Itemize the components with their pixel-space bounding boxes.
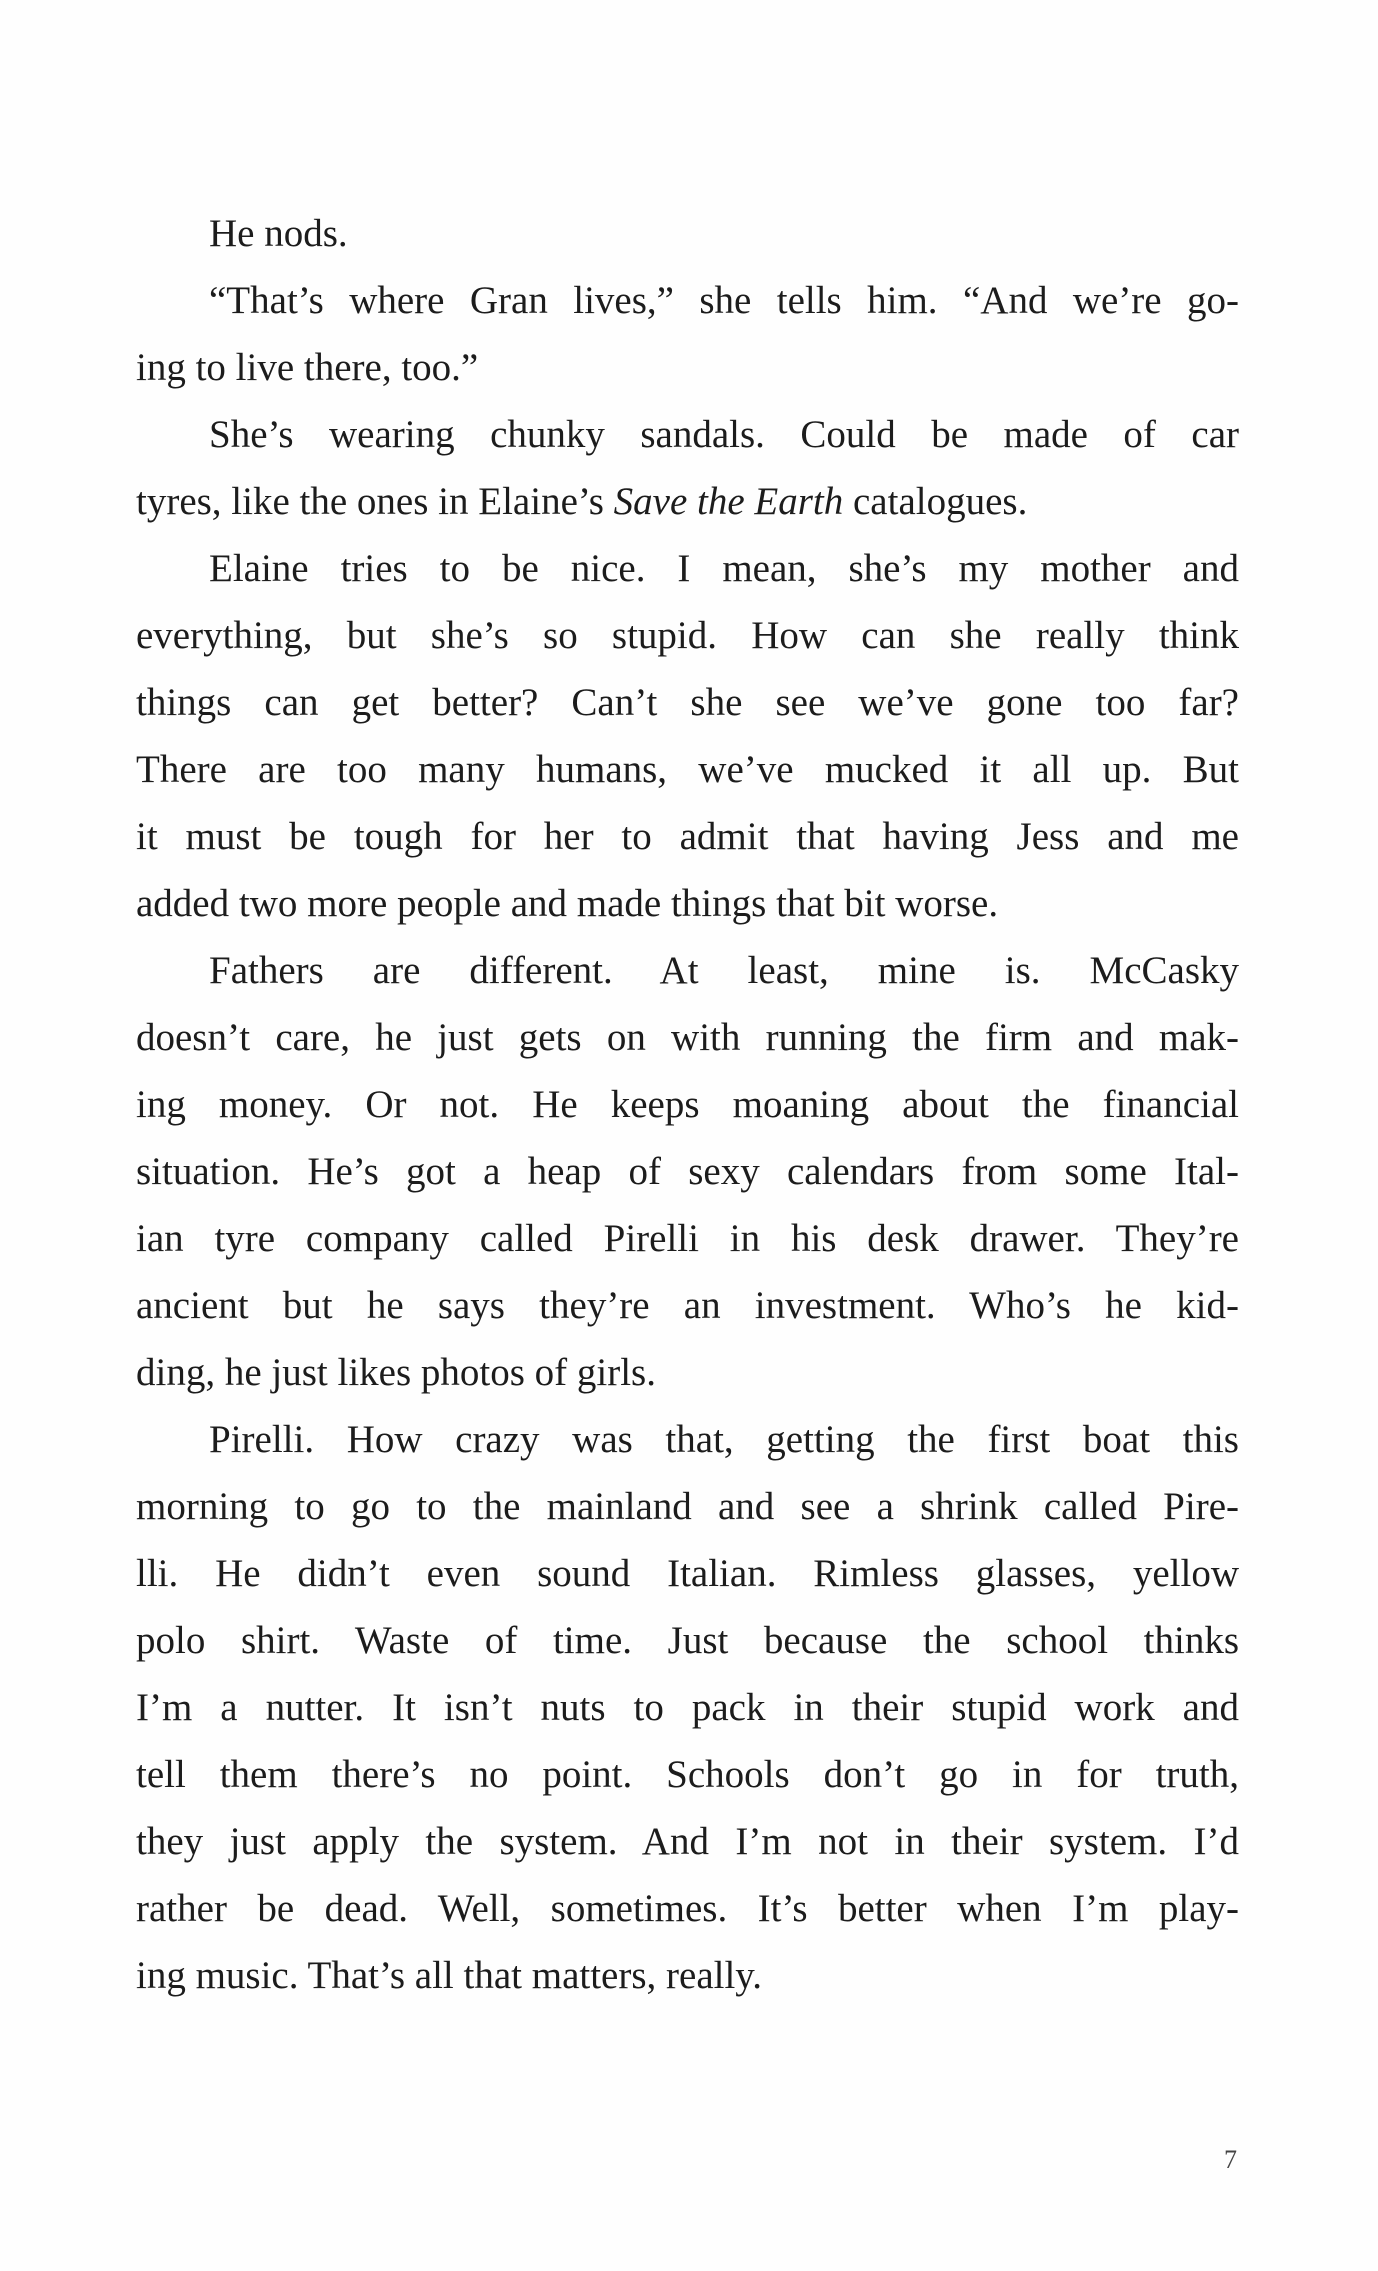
text-line bbox=[136, 334, 1239, 401]
text-line bbox=[136, 1741, 1239, 1808]
text-line bbox=[136, 1004, 1239, 1071]
text-segment: rather be dead. Well, sometimes. It’s better when I’m play- bbox=[136, 1887, 1239, 1930]
text-segment: catalogues. bbox=[843, 480, 1028, 523]
text-line bbox=[136, 535, 1239, 602]
text-line bbox=[136, 1540, 1239, 1607]
text-segment: ing music. That’s all that matters, really. bbox=[136, 1954, 763, 1997]
text-line bbox=[136, 669, 1239, 736]
text-segment: “That’s where Gran lives,” she tells him. “And we’re go- bbox=[209, 279, 1239, 322]
text-line bbox=[136, 1272, 1239, 1339]
text-segment: lli. He didn’t even sound Italian. Rimless glasses, yellow bbox=[136, 1552, 1239, 1595]
text-segment: There are too many humans, we’ve mucked it all up. But bbox=[136, 748, 1239, 791]
text-segment: situation. He’s got a heap of sexy calendars from some Ital- bbox=[136, 1150, 1239, 1193]
text-line bbox=[136, 1674, 1239, 1741]
text-segment: ing money. Or not. He keeps moaning about the financial bbox=[136, 1083, 1239, 1126]
text-segment: doesn’t care, he just gets on with running the firm and mak- bbox=[136, 1016, 1239, 1059]
text-segment: it must be tough for her to admit that having Jess and me bbox=[136, 815, 1239, 858]
italic-title: Save the Earth bbox=[613, 480, 844, 523]
text-segment: ancient but he says they’re an investment. Who’s he kid- bbox=[136, 1284, 1239, 1327]
text-segment: He nods. bbox=[209, 212, 348, 255]
text-segment: morning to go to the mainland and see a shrink called Pire- bbox=[136, 1485, 1239, 1528]
text-line bbox=[136, 937, 1239, 1004]
text-segment: things can get better? Can’t she see we’ve gone too far? bbox=[136, 681, 1239, 724]
text-line bbox=[136, 602, 1239, 669]
text-line bbox=[136, 1138, 1239, 1205]
text-line bbox=[136, 1473, 1239, 1540]
text-segment: everything, but she’s so stupid. How can she really think bbox=[136, 614, 1239, 657]
text-line bbox=[136, 1406, 1239, 1473]
text-line bbox=[136, 1942, 1239, 2009]
text-line bbox=[136, 267, 1239, 334]
text-segment: added two more people and made things that bit worse. bbox=[136, 882, 999, 925]
text-segment: ing to live there, too.” bbox=[136, 346, 479, 389]
text-line bbox=[136, 1071, 1239, 1138]
text-segment: ding, he just likes photos of girls. bbox=[136, 1351, 656, 1394]
text-line bbox=[136, 1808, 1239, 1875]
text-line bbox=[136, 401, 1239, 468]
text-line bbox=[136, 1205, 1239, 1272]
text-segment: polo shirt. Waste of time. Just because the school thinks bbox=[136, 1619, 1239, 1662]
text-segment: Fathers are different. At least, mine is. McCasky bbox=[209, 949, 1239, 992]
text-segment: they just apply the system. And I’m not in their system. I’d bbox=[136, 1820, 1239, 1863]
text-line bbox=[136, 803, 1239, 870]
text-line bbox=[136, 870, 1239, 937]
text-line bbox=[136, 736, 1239, 803]
page-number: 7 bbox=[1224, 2145, 1237, 2174]
text-segment: I’m a nutter. It isn’t nuts to pack in their stupid work and bbox=[136, 1686, 1239, 1729]
text-segment: Elaine tries to be nice. I mean, she’s my mother and bbox=[209, 547, 1239, 590]
text-segment: tyres, like the ones in Elaine’s bbox=[136, 480, 614, 523]
text-segment: ian tyre company called Pirelli in his desk drawer. They’re bbox=[136, 1217, 1239, 1260]
text-segment: She’s wearing chunky sandals. Could be made of car bbox=[209, 413, 1239, 456]
text-segment: Pirelli. How crazy was that, getting the first boat this bbox=[209, 1418, 1239, 1461]
text-line bbox=[136, 200, 1239, 267]
text-line bbox=[136, 1607, 1239, 1674]
text-line bbox=[136, 468, 1239, 535]
text-line bbox=[136, 1339, 1239, 1406]
text-segment: tell them there’s no point. Schools don’t go in for truth, bbox=[136, 1753, 1239, 1796]
text-line bbox=[136, 1875, 1239, 1942]
body-text bbox=[136, 200, 1239, 2009]
